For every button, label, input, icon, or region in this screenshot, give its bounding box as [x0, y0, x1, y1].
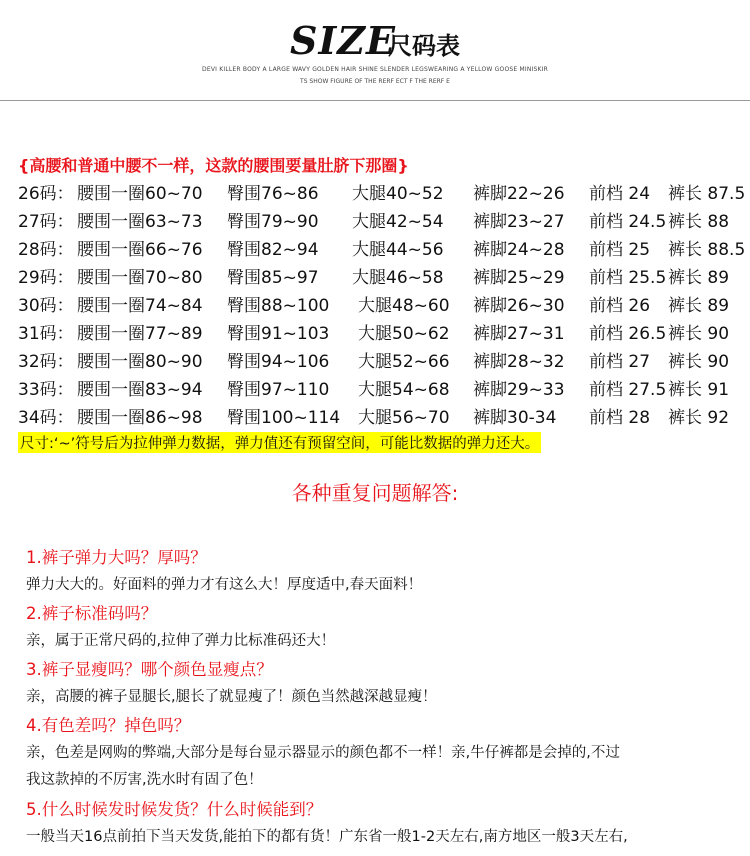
header-subtitle-1: DEVI KILLER BODY A LARGE WAVY GOLDEN HAIR SHINE SLENDER LEGSWEARING A YELLOW GOOSE MINISKIR — [202, 66, 548, 73]
faq-question: 1.裤子弹力大吗？厚吗？ — [26, 548, 207, 567]
length-value: 裤长 89 — [668, 296, 730, 316]
rise-value: 前档 25.5 — [589, 268, 667, 288]
size-row — [0, 179, 750, 207]
thigh-value: 大腿42~54 — [352, 212, 444, 232]
faq-question: 2.裤子标准码吗？ — [26, 604, 158, 623]
rise-value: 前档 28 — [589, 408, 651, 428]
thigh-value: 大腿54~68 — [358, 380, 450, 400]
faq-answer: 一般当天16点前拍下当天发货,能拍下的都有货！广东省一般1-2天左右,南方地区一般3天左右, — [26, 829, 628, 845]
length-value: 裤长 90 — [668, 324, 730, 344]
length-value: 裤长 90 — [668, 352, 730, 372]
size-label: 33码： — [18, 380, 74, 400]
thigh-value: 大腿56~70 — [358, 408, 450, 428]
faq-answer: 亲，色差是网购的弊端,大部分是每台显示器显示的颜色都不一样！亲,牛仔裤都是会掉的,不过 — [26, 745, 620, 761]
header-subtitle-2: TS SHOW FIGURE OF THE RERF ECT F THE RERF E — [300, 78, 450, 85]
thigh-value: 大腿44~56 — [352, 240, 444, 260]
rise-value: 前档 24 — [589, 184, 651, 204]
size-row — [0, 263, 750, 291]
rise-value: 前档 26 — [589, 296, 651, 316]
faq-answer: 亲，高腰的裤子显腿长,腿长了就显瘦了！颜色当然越深越显瘦！ — [26, 689, 437, 705]
waist-value: 腰围一圈77~89 — [77, 324, 203, 344]
length-value: 裤长 88 — [668, 212, 730, 232]
faq-answer: 我这款掉的不厉害,洗水时有固了色！ — [26, 772, 263, 788]
rise-value: 前档 24.5 — [589, 212, 667, 232]
stretch-note: 尺寸:‘~’符号后为拉伸弹力数据，弹力值还有预留空间，可能比数据的弹力还大。 — [18, 432, 541, 453]
rise-value: 前档 27.5 — [589, 380, 667, 400]
length-value: 裤长 88.5 — [668, 240, 746, 260]
rise-value: 前档 27 — [589, 352, 651, 372]
hem-value: 裤脚23~27 — [473, 212, 565, 232]
hip-value: 臀围85~97 — [227, 268, 319, 288]
length-value: 裤长 89 — [668, 268, 730, 288]
hip-value: 臀围97~110 — [227, 380, 330, 400]
thigh-value: 大腿52~66 — [358, 352, 450, 372]
hem-value: 裤脚29~33 — [473, 380, 565, 400]
hip-value: 臀围94~106 — [227, 352, 330, 372]
page-title: 尺码表 — [388, 32, 460, 60]
faq-question: 3.裤子显瘦吗？哪个颜色显瘦点？ — [26, 660, 273, 679]
size-label: 29码： — [18, 268, 74, 288]
rise-value: 前档 26.5 — [589, 324, 667, 344]
size-row — [0, 403, 750, 431]
waist-value: 腰围一圈74~84 — [77, 296, 203, 316]
thigh-value: 大腿46~58 — [352, 268, 444, 288]
hem-value: 裤脚22~26 — [473, 184, 565, 204]
size-row — [0, 347, 750, 375]
faq-question: 5.什么时候发时候发货？什么时候能到？ — [26, 800, 323, 819]
hem-value: 裤脚28~32 — [473, 352, 565, 372]
waist-value: 腰围一圈63~73 — [77, 212, 203, 232]
thigh-value: 大腿40~52 — [352, 184, 444, 204]
logo-size-word: SIZE — [290, 18, 396, 63]
hip-value: 臀围82~94 — [227, 240, 319, 260]
faq-answer: 弹力大大的。好面料的弹力才有这么大！厚度适中,春天面料！ — [26, 577, 423, 593]
waist-value: 腰围一圈80~90 — [77, 352, 203, 372]
hip-value: 臀围88~100 — [227, 296, 330, 316]
hip-value: 臀围79~90 — [227, 212, 319, 232]
size-row — [0, 375, 750, 403]
header-divider — [0, 100, 750, 101]
thigh-value: 大腿50~62 — [358, 324, 450, 344]
hip-value: 臀围91~103 — [227, 324, 330, 344]
thigh-value: 大腿48~60 — [358, 296, 450, 316]
faq-question: 4.有色差吗？掉色吗？ — [26, 716, 191, 735]
waist-value: 腰围一圈86~98 — [77, 408, 203, 428]
waist-measure-note: {高腰和普通中腰不一样，这款的腰围要量肚脐下那圈} — [18, 156, 409, 175]
size-row — [0, 207, 750, 235]
hem-value: 裤脚30-34 — [473, 408, 557, 428]
waist-value: 腰围一圈70~80 — [77, 268, 203, 288]
rise-value: 前档 25 — [589, 240, 651, 260]
size-label: 34码： — [18, 408, 74, 428]
waist-value: 腰围一圈83~94 — [77, 380, 203, 400]
waist-value: 腰围一圈66~76 — [77, 240, 203, 260]
hem-value: 裤脚24~28 — [473, 240, 565, 260]
size-label: 31码： — [18, 324, 74, 344]
size-row — [0, 235, 750, 263]
hem-value: 裤脚26~30 — [473, 296, 565, 316]
faq-answer: 亲，属于正常尺码的,拉伸了弹力比标准码还大！ — [26, 633, 336, 649]
size-row — [0, 319, 750, 347]
length-value: 裤长 91 — [668, 380, 730, 400]
hip-value: 臀围100~114 — [227, 408, 341, 428]
size-label: 26码： — [18, 184, 74, 204]
hip-value: 臀围76~86 — [227, 184, 319, 204]
size-label: 28码： — [18, 240, 74, 260]
length-value: 裤长 92 — [668, 408, 730, 428]
size-label: 30码： — [18, 296, 74, 316]
size-row — [0, 291, 750, 319]
size-label: 32码： — [18, 352, 74, 372]
hem-value: 裤脚27~31 — [473, 324, 565, 344]
size-label: 27码： — [18, 212, 74, 232]
waist-value: 腰围一圈60~70 — [77, 184, 203, 204]
length-value: 裤长 87.5 — [668, 184, 746, 204]
hem-value: 裤脚25~29 — [473, 268, 565, 288]
faq-title: 各种重复问题解答: — [291, 481, 459, 505]
